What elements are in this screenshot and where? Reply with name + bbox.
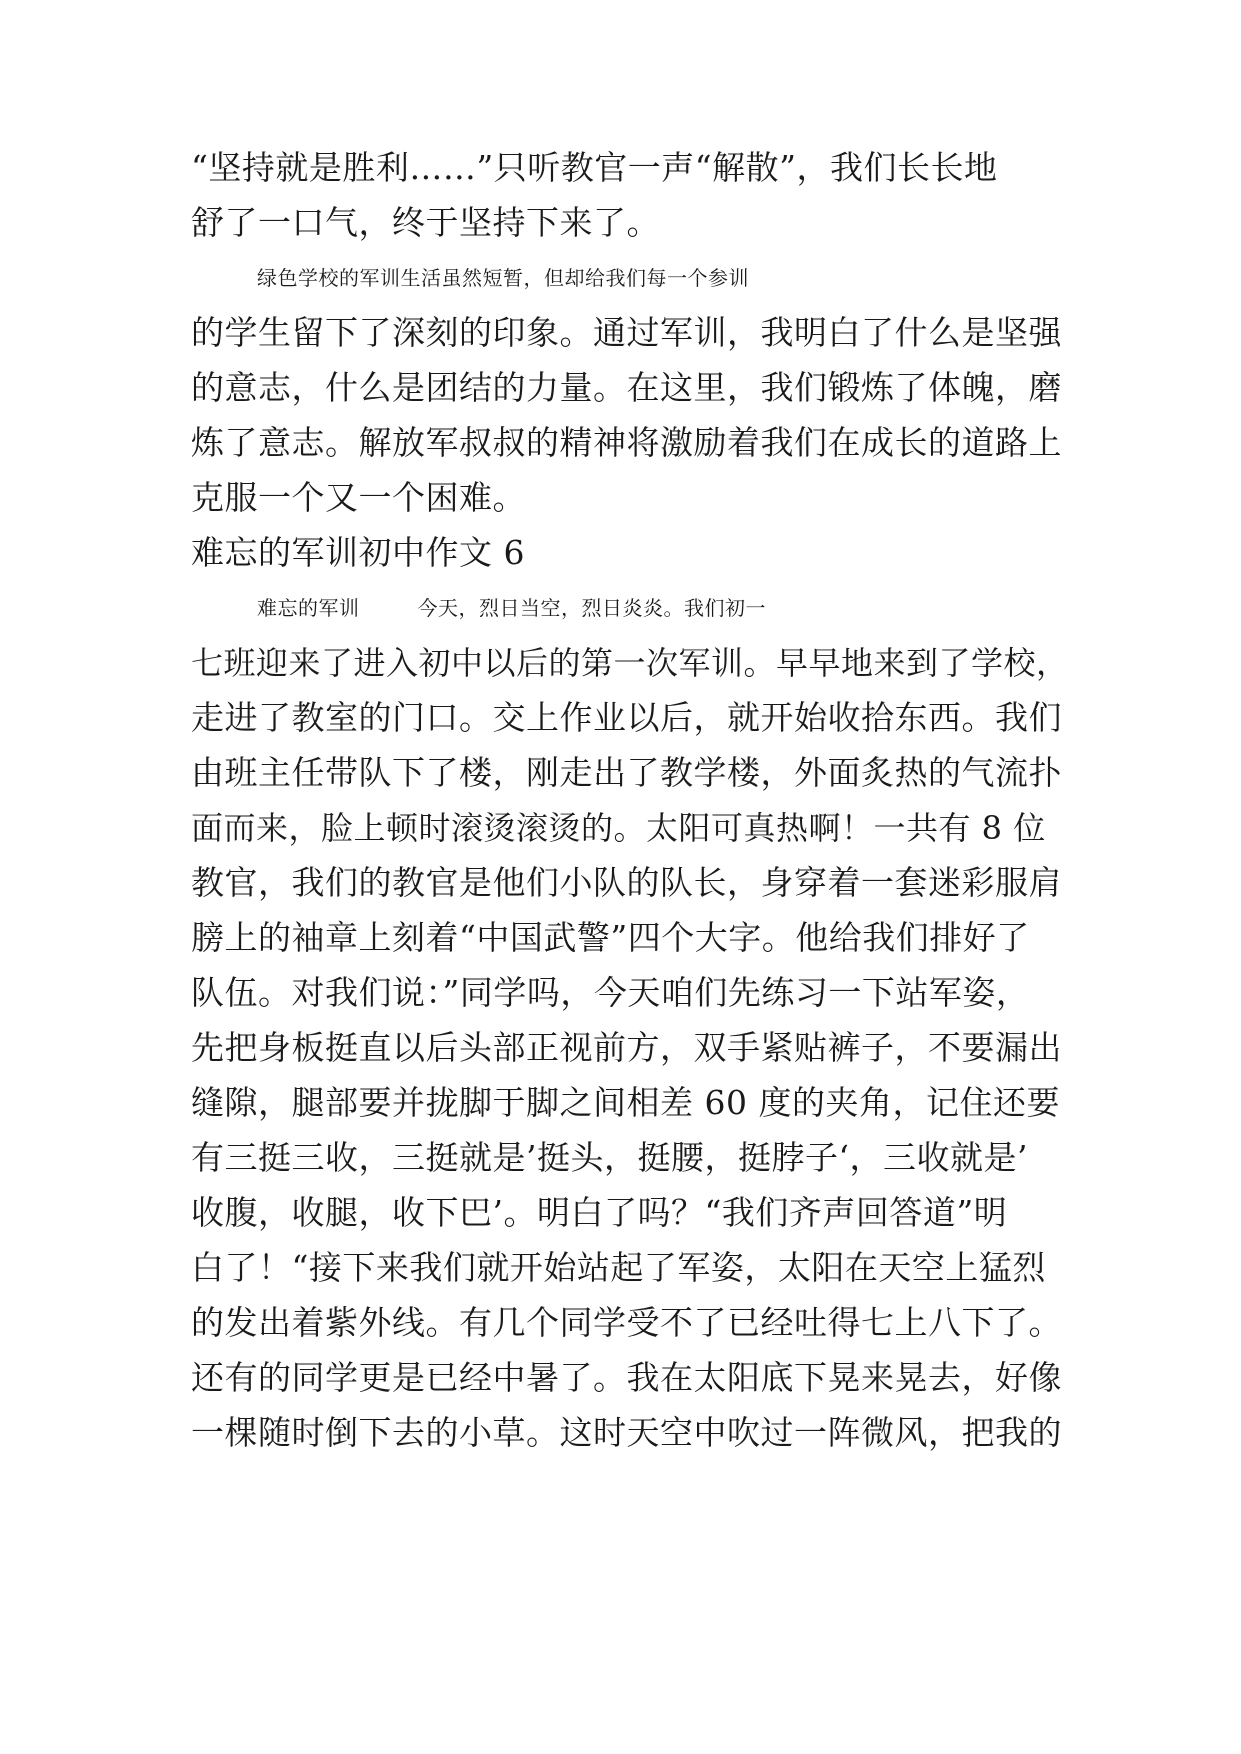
text-line: 的意志，什么是团结的力量。在这里，我们锻炼了体魄，磨 xyxy=(191,368,1062,407)
essay-subtitle: 难忘的军训 xyxy=(257,596,360,620)
text-line: 还有的同学更是已经中暑了。我在太阳底下晃来晃去，好像 xyxy=(191,1358,1062,1397)
text-line: 有三挺三收，三挺就是’挺头，挺腰，挺脖子‘，三收就是’ xyxy=(191,1138,1028,1177)
text-line: 克服一个又一个困难。 xyxy=(191,478,526,517)
text-line: 收腹，收腿，收下巴’。明白了吗？“我们齐声回答道”明 xyxy=(191,1193,1008,1232)
section-heading: 难忘的军训初中作文 6 xyxy=(191,533,525,572)
text-line: 面而来，脸上顿时滚烫滚烫的。太阳可真热啊！一共有 8 位 xyxy=(191,809,1046,847)
text-line: “坚持就是胜利……”只听教官一声“解散”，我们长长地 xyxy=(191,148,998,187)
text-line: 缝隙，腿部要并拢脚于脚之间相差 60 度的夹角，记住还要 xyxy=(191,1083,1060,1122)
text-line: 膀上的袖章上刻着“中国武警”四个大字。他给我们排好了 xyxy=(191,918,1030,957)
text-line: 白了！“接下来我们就开始站起了军姿，太阳在天空上猛烈 xyxy=(191,1248,1046,1287)
text-line: 队伍。对我们说：”同学吗，今天咱们先练习一下站军姿， xyxy=(191,973,1030,1012)
paragraph-text: 今天，烈日当空，烈日炎炎。我们初一 xyxy=(417,596,766,620)
text-line: 舒了一口气，终于坚持下来了。 xyxy=(191,203,660,242)
text-line: 走进了教室的门口。交上作业以后，就开始收拾东西。我们 xyxy=(191,698,1062,737)
text-line: 炼了意志。解放军叔叔的精神将激励着我们在成长的道路上 xyxy=(191,423,1062,462)
paragraph-start xyxy=(257,579,1137,637)
text-line: 由班主任带队下了楼，刚走出了教学楼，外面炙热的气流扑 xyxy=(191,753,1062,792)
text-line: 的发出着紫外线。有几个同学受不了已经吐得七上八下了。 xyxy=(191,1303,1062,1342)
text-line: 的学生留下了深刻的印象。通过军训，我明白了什么是坚强 xyxy=(191,313,1062,352)
text-line: 七班迎来了进入初中以后的第一次军训。早早地来到了学校， xyxy=(191,644,1069,682)
text-line: 一棵随时倒下去的小草。这时天空中吹过一阵微风，把我的 xyxy=(191,1413,1062,1452)
paragraph-start: 绿色学校的军训生活虽然短暂，但却给我们每一个参训 xyxy=(257,266,749,290)
text-line: 教官，我们的教官是他们小队的队长，身穿着一套迷彩服肩 xyxy=(191,863,1062,902)
text-line: 先把身板挺直以后头部正视前方，双手紧贴裤子，不要漏出 xyxy=(191,1028,1062,1067)
